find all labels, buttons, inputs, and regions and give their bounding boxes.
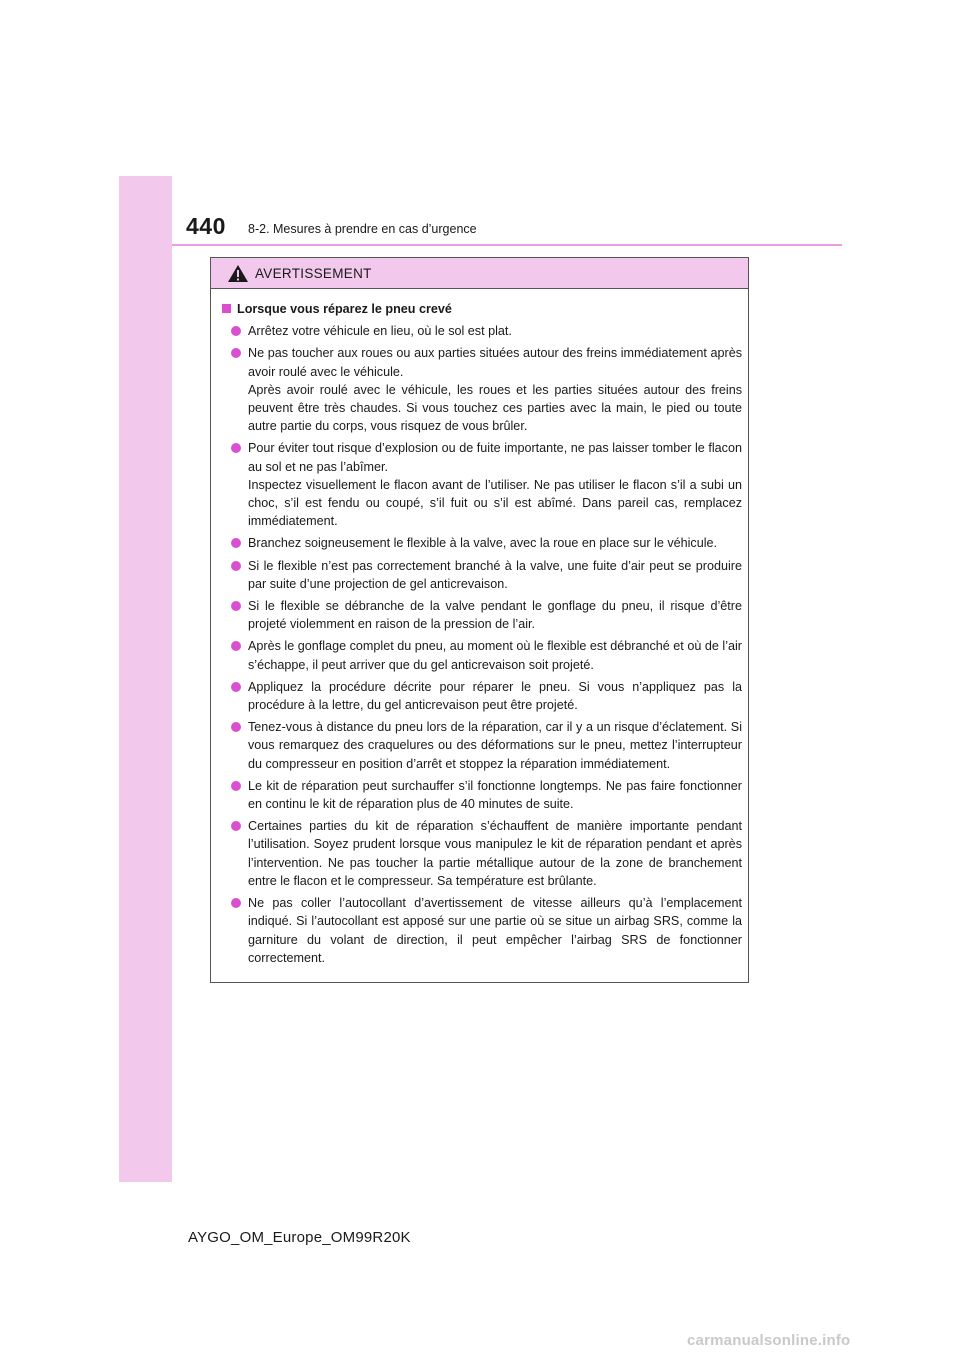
warning-item-paragraph: Appliquez la procédure décrite pour réparer le pneu. Si vous n’appliquez pas la procédure à la lettre, du gel anticrevaison peut être projeté.: [248, 679, 742, 713]
dot-bullet-icon: [231, 443, 241, 453]
warning-item-text: [248, 597, 742, 633]
watermark: carmanualsonline.info: [687, 1332, 851, 1349]
dot-bullet-icon: [231, 561, 241, 571]
section-title: 8-2. Mesures à prendre en cas d’urgence: [248, 222, 477, 236]
warning-item-text: [248, 817, 742, 890]
warning-item-paragraph: Ne pas toucher aux roues ou aux parties situées autour des freins immédiatement après avoir roulé avec le véhicule.: [248, 346, 742, 379]
warning-item-paragraph: Inspectez visuellement le flacon avant de l’utiliser. Ne pas utiliser le flacon s’il a subi un choc, s’il est fendu ou coupé, s’il fuit ou s’il est abîmé. Dans pareil cas, remplacez immédiatement.: [248, 477, 742, 529]
document-code: AYGO_OM_Europe_OM99R20K: [188, 1229, 411, 1246]
square-bullet-icon: [222, 304, 231, 313]
dot-bullet-icon: [231, 682, 241, 692]
warning-item: [231, 678, 742, 714]
warning-item: [231, 637, 742, 673]
dot-bullet-icon: [231, 722, 241, 732]
warning-box: [210, 257, 749, 983]
warning-item-paragraph: Certaines parties du kit de réparation s’échauffent de manière importante pendant l’utilisation. Soyez prudent lorsque vous manipulez le kit de réparation pendant et après l’intervention. Ne pas toucher la partie métallique autour de la zone de branchement entre le flacon et le compresseur. Sa température est brûlante.: [248, 819, 742, 888]
warning-header: [211, 258, 748, 289]
warning-item: [231, 597, 742, 633]
warning-item-paragraph: Après avoir roulé avec le véhicule, les roues et les parties situées autour des freins peuvent être très chaudes. Si vous touchez ces parties avec la main, le pied ou toute autre partie du corps, vous risquez de vous brûler.: [248, 382, 742, 434]
warning-item: [231, 718, 742, 773]
dot-bullet-icon: [231, 821, 241, 831]
dot-bullet-icon: [231, 538, 241, 548]
warning-item-text: [248, 322, 742, 340]
warning-title: AVERTISSEMENT: [255, 265, 372, 281]
warning-item-paragraph: Après le gonflage complet du pneu, au moment où le flexible est débranché et où de l’air s’échappe, il peut arriver que du gel anticrevaison soit projeté.: [248, 639, 742, 672]
warning-item: [231, 894, 742, 967]
warning-item: [231, 557, 742, 593]
side-tab-band: [119, 176, 172, 1182]
warning-heading: [222, 300, 742, 318]
warning-triangle-icon: [227, 264, 249, 283]
warning-item-text: [248, 637, 742, 673]
dot-bullet-icon: [231, 781, 241, 791]
dot-bullet-icon: [231, 898, 241, 908]
warning-body: [211, 289, 748, 967]
warning-item-paragraph: Le kit de réparation peut surchauffer s’il fonctionne longtemps. Ne pas faire fonctionner en continu le kit de réparation plus de 40 minutes de suite.: [248, 778, 742, 812]
dot-bullet-icon: [231, 601, 241, 611]
warning-item-paragraph: Arrêtez votre véhicule en lieu, où le sol est plat.: [248, 324, 512, 339]
warning-heading-text: Lorsque vous réparez le pneu crevé: [237, 302, 452, 316]
header-rule: [172, 244, 842, 246]
dot-bullet-icon: [231, 641, 241, 651]
dot-bullet-icon: [231, 348, 241, 358]
warning-item-list: [222, 322, 742, 967]
warning-item-paragraph: Ne pas coller l’autocollant d’avertissement de vitesse ailleurs qu’à l’emplacement indiqué. Si l’autocollant est apposé sur une partie où se situe un airbag SRS, comme la garniture du volant de direction, il peut empêcher l’airbag SRS de fonctionner correctement.: [248, 896, 742, 965]
warning-item-text: [248, 439, 742, 530]
warning-item-paragraph: Pour éviter tout risque d’explosion ou de fuite importante, ne pas laisser tomber le flacon au sol et ne pas l’abîmer.: [248, 441, 742, 474]
warning-item: [231, 322, 742, 340]
warning-item-text: [248, 777, 742, 813]
warning-item-text: [248, 344, 742, 435]
warning-item: [231, 777, 742, 813]
warning-item-paragraph: Si le flexible se débranche de la valve pendant le gonflage du pneu, il risque d’être projeté violemment en raison de la pression de l’air.: [248, 599, 742, 632]
warning-item-paragraph: Tenez-vous à distance du pneu lors de la réparation, car il y a un risque d’éclatement. Si vous remarquez des craquelures ou des déformations sur le pneu, mettez l’interrupteur du compresseur en position d’arrêt et stoppez la réparation immédiatement.: [248, 720, 742, 771]
warning-item: [231, 344, 742, 435]
warning-item-paragraph: Branchez soigneusement le flexible à la valve, avec la roue en place sur le véhicule.: [248, 536, 718, 551]
warning-item-text: [248, 534, 742, 552]
warning-item-paragraph: Si le flexible n’est pas correctement branché à la valve, une fuite d’air peut se produire par suite d’une projection de gel anticrevaison.: [248, 558, 742, 591]
warning-item-text: [248, 718, 742, 773]
dot-bullet-icon: [231, 326, 241, 336]
page-number: 440: [186, 213, 226, 239]
warning-item: [231, 534, 742, 552]
warning-item-text: [248, 557, 742, 593]
warning-item: [231, 439, 742, 530]
warning-item-text: [248, 894, 742, 967]
warning-item: [231, 817, 742, 890]
warning-item-text: [248, 678, 742, 714]
